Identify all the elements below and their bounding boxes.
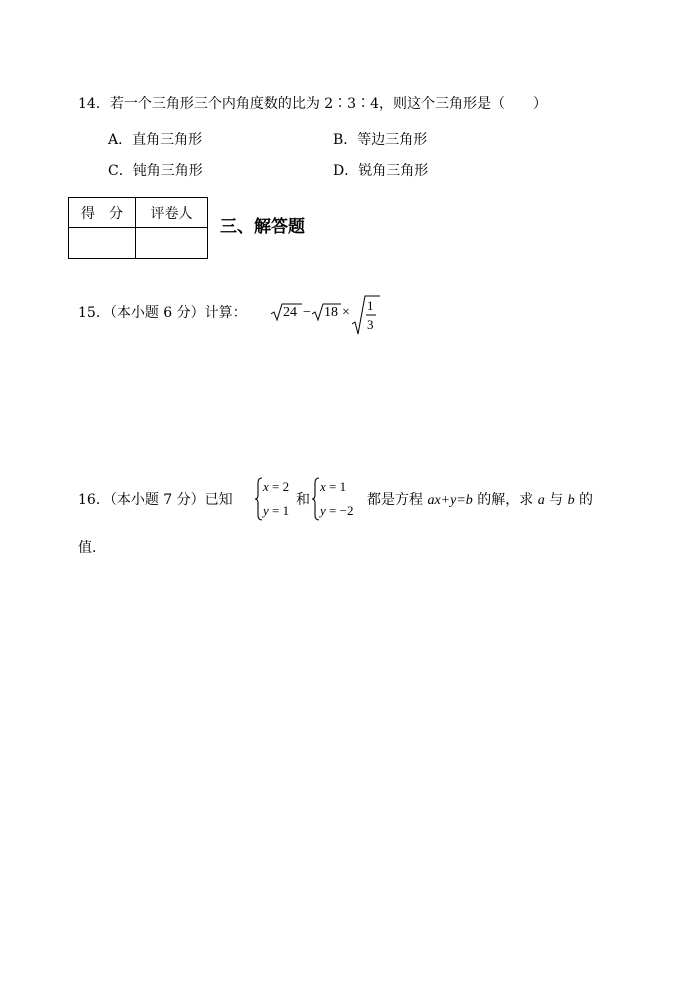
minus-sign: −	[303, 305, 311, 320]
var-y: y	[320, 503, 326, 518]
equation-system-2	[311, 477, 367, 521]
question-14-option-a: A．直角三角形	[108, 132, 203, 148]
question-14-option-d: D．锐角三角形	[333, 163, 429, 179]
text-middle: 都是方程	[367, 492, 423, 508]
question-16-prefix: 16．（本小题 7 分）已知	[78, 492, 233, 508]
var-y: y	[263, 503, 269, 518]
score-table-header-row	[69, 198, 208, 228]
question-14-option-c: C．钝角三角形	[108, 163, 203, 179]
radicand-18: 18	[324, 305, 338, 320]
grader-header-cell: 评卷人	[136, 198, 208, 228]
var-x: x	[320, 479, 326, 494]
system-1-equation-2	[263, 503, 289, 519]
system-2-equation-2	[320, 503, 353, 519]
text-tail-2: 的	[579, 492, 594, 508]
var-a: a	[537, 493, 545, 508]
text-tail-1: 的解，求	[477, 492, 534, 508]
left-brace-icon	[311, 477, 320, 521]
score-table	[68, 197, 208, 259]
grader-blank-cell	[136, 228, 208, 259]
text-and: 与	[549, 492, 564, 508]
equation-text: ax+y=b	[427, 493, 473, 508]
system-2-equation-1	[320, 479, 346, 495]
question-15-prefix: 15．（本小题 6 分）计算：	[78, 305, 247, 321]
eq-rhs: = 1	[268, 503, 290, 518]
fraction-numerator: 1	[367, 298, 374, 313]
question-16-rest	[367, 490, 593, 511]
var-x: x	[263, 479, 269, 494]
eq-rhs: = −2	[325, 503, 354, 518]
eq-rhs: = 2	[268, 479, 290, 494]
system-1-equation-1	[263, 479, 289, 495]
radicand-24: 24	[283, 305, 297, 320]
eq-rhs: = 1	[325, 479, 347, 494]
section-title: 三、解答题	[220, 217, 305, 237]
score-header-cell: 得 分	[69, 198, 136, 228]
fraction-denominator: 3	[367, 317, 374, 332]
question-15-expression	[270, 294, 380, 336]
question-14-option-b: B．等边三角形	[333, 132, 428, 148]
question-14-stem: 14．若一个三角形三个内角度数的比为 2∶3∶4，则这个三角形是（ ）	[78, 96, 547, 112]
conjunction-and: 和	[296, 492, 310, 508]
question-16-continuation: 值.	[78, 540, 97, 556]
equation-system-1	[254, 477, 298, 521]
score-table-blank-row	[69, 228, 208, 259]
left-brace-icon	[254, 477, 263, 521]
score-blank-cell	[69, 228, 136, 259]
times-sign: ×	[342, 305, 350, 320]
var-b: b	[567, 493, 575, 508]
